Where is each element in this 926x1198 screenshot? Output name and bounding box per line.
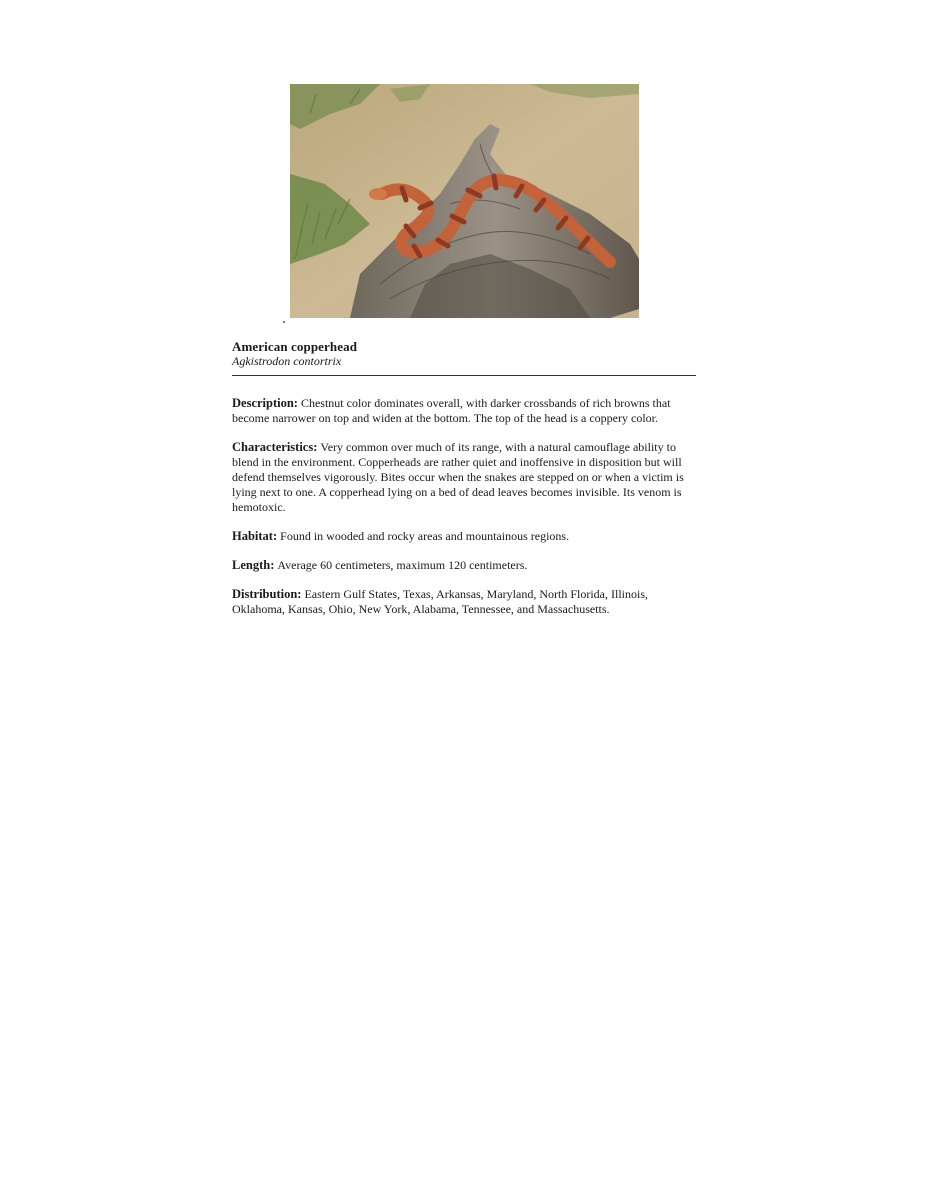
scan-speck: [283, 321, 285, 323]
scientific-name: Agkistrodon contortrix: [232, 354, 342, 368]
characteristics-text: Very common over much of its range, with a natural camouflage ability to blend in the environment. Copperheads are rather quiet and inoffensive in disposition but will defend themselves vigorously. Bites occur when the snakes are stepped on or when a victim is lying next to one. A copperhead lying on a bed of dead leaves becomes invisible. Its venom is hemotoxic.: [232, 440, 684, 514]
common-name: American copperhead: [232, 339, 358, 354]
species-details: [232, 396, 698, 631]
description-section: [232, 396, 698, 426]
distribution-label: Distribution:: [232, 587, 302, 601]
characteristics-section: [232, 440, 698, 515]
distribution-section: [232, 587, 698, 617]
length-text: Average 60 centimeters, maximum 120 centimeters.: [277, 558, 528, 572]
habitat-text: Found in wooded and rocky areas and mountainous regions.: [280, 529, 570, 543]
habitat-section: [232, 529, 698, 544]
header-divider: [232, 375, 696, 376]
distribution-text: Eastern Gulf States, Texas, Arkansas, Maryland, North Florida, Illinois, Oklahoma, Kansas, Ohio, New York, Alabama, Tennessee, and Massachusetts.: [232, 587, 648, 616]
characteristics-label: Characteristics:: [232, 440, 318, 454]
snake-photo: [290, 84, 639, 318]
length-section: [232, 558, 698, 573]
length-label: Length:: [232, 558, 275, 572]
species-header: [232, 339, 696, 369]
description-label: Description:: [232, 396, 298, 410]
description-text: Chestnut color dominates overall, with darker crossbands of rich browns that become narrower on top and widen at the bottom. The top of the head is a coppery color.: [232, 396, 671, 425]
habitat-label: Habitat:: [232, 529, 278, 543]
